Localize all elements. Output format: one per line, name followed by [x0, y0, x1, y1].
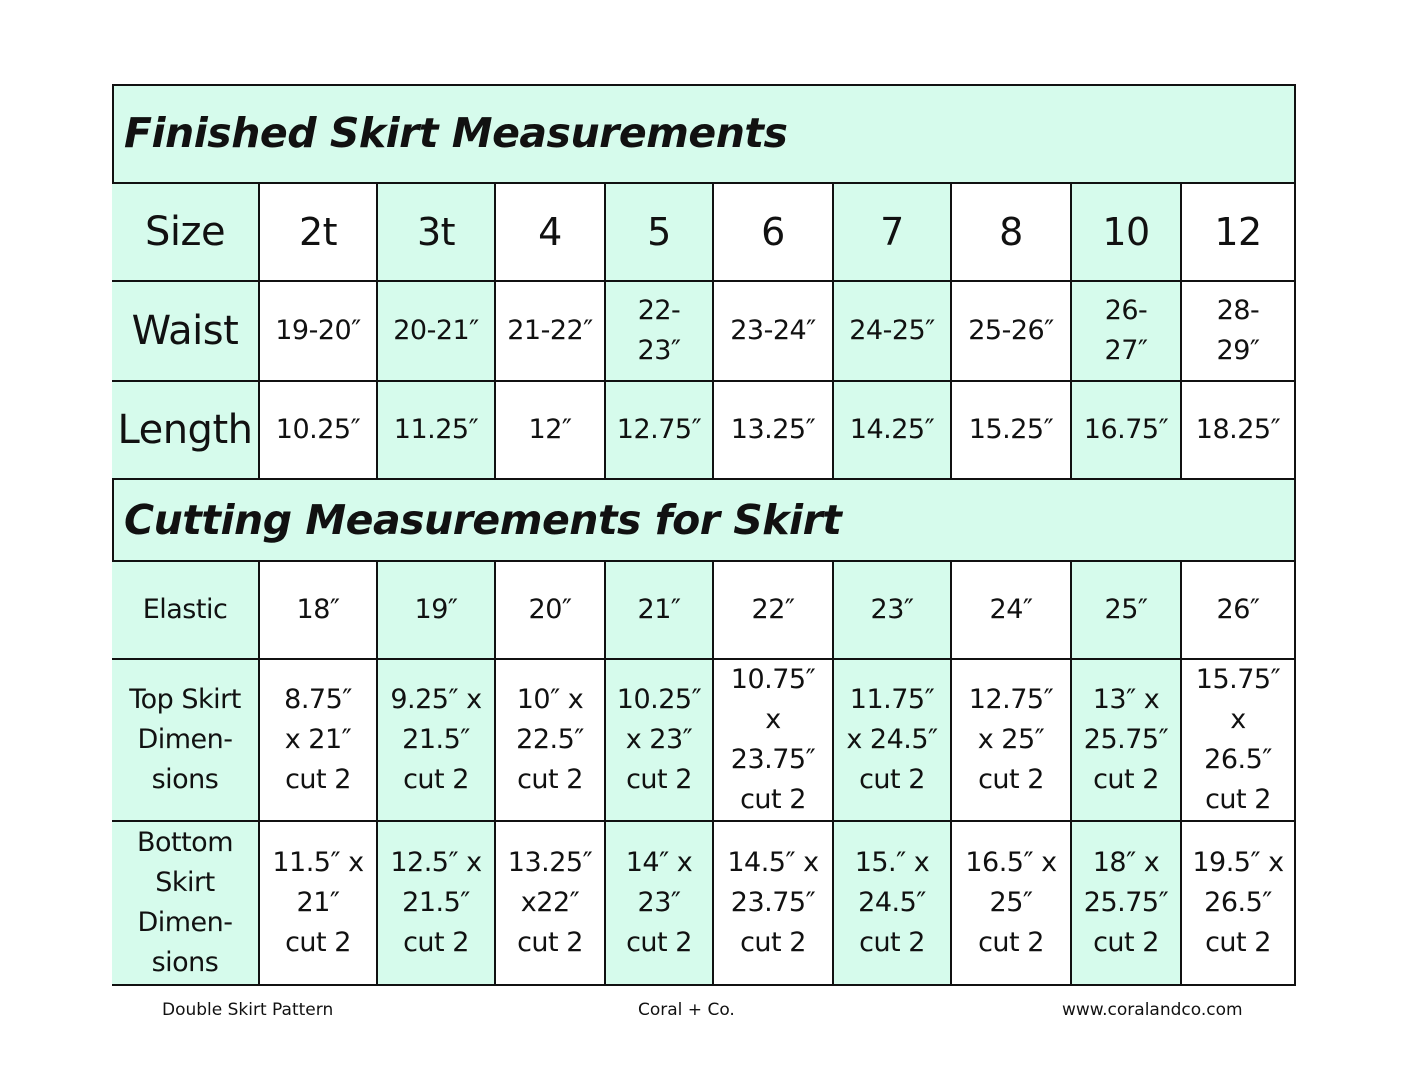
top-skirt-cell-text: 11.75″ x 24.5″ cut 2	[846, 684, 938, 795]
bottom-skirt-cell-text: 16.5″ x 25″ cut 2	[965, 847, 1057, 958]
elastic-cell-text: 18″	[296, 594, 340, 625]
top-skirt-cell	[952, 660, 1072, 822]
top-skirt-cell	[378, 660, 496, 822]
footer-pattern-name: Double Skirt Pattern	[162, 1000, 334, 1020]
elastic-cell-text: 20″	[528, 594, 572, 625]
size-cell	[496, 184, 606, 282]
waist-cell-text: 28- 29″	[1216, 295, 1260, 366]
size-cell-text: 2t	[298, 210, 338, 254]
measurement-chart	[112, 84, 1296, 986]
size-label	[112, 184, 260, 282]
top-skirt-cell-text: 12.75″ x 25″ cut 2	[968, 684, 1054, 795]
footer-brand: Coral + Co.	[638, 1000, 735, 1020]
size-cell-text: 12	[1214, 210, 1262, 254]
bottom-skirt-cell	[1072, 822, 1182, 986]
elastic-cell-text: 21″	[637, 594, 681, 625]
elastic-cell	[496, 562, 606, 660]
length-cell	[606, 382, 714, 480]
footer-website: www.coralandco.com	[1062, 1000, 1243, 1020]
bottom-skirt-cell-text: 11.5″ x 21″ cut 2	[272, 847, 364, 958]
size-cell-text: 6	[761, 210, 785, 254]
length-cell	[1182, 382, 1296, 480]
bottom-skirt-label	[112, 822, 260, 986]
size-cell	[714, 184, 834, 282]
length-label	[112, 382, 260, 480]
top-skirt-label	[112, 660, 260, 822]
bottom-skirt-cell	[496, 822, 606, 986]
length-cell-text: 13.25″	[730, 414, 816, 445]
elastic-cell-text: 26″	[1216, 594, 1260, 625]
bottom-skirt-cell	[1182, 822, 1296, 986]
bottom-skirt-cell	[714, 822, 834, 986]
size-label-text: Size	[144, 209, 226, 255]
bottom-skirt-cell	[834, 822, 952, 986]
length-cell	[1072, 382, 1182, 480]
waist-cell	[834, 282, 952, 382]
top-skirt-cell-text: 8.75″ x 21″ cut 2	[284, 684, 352, 795]
bottom-skirt-cell-text: 14″ x 23″ cut 2	[625, 847, 693, 958]
length-cell	[952, 382, 1072, 480]
cutting-section-title: Cutting Measurements for Skirt	[112, 480, 1296, 562]
size-cell	[1072, 184, 1182, 282]
length-cell-text: 14.25″	[849, 414, 935, 445]
waist-cell	[496, 282, 606, 382]
length-cell-text: 18.25″	[1195, 414, 1281, 445]
size-cell-text: 10	[1102, 210, 1150, 254]
length-cell	[260, 382, 378, 480]
size-cell	[952, 184, 1072, 282]
length-cell-text: 15.25″	[968, 414, 1054, 445]
elastic-cell	[952, 562, 1072, 660]
waist-cell	[378, 282, 496, 382]
elastic-label-text: Elastic	[142, 594, 228, 625]
bottom-skirt-cell-text: 14.5″ x 23.75″ cut 2	[727, 847, 819, 958]
top-skirt-cell	[496, 660, 606, 822]
waist-cell	[606, 282, 714, 382]
elastic-cell-text: 22″	[751, 594, 795, 625]
length-cell-text: 11.25″	[393, 414, 479, 445]
top-skirt-label-text: Top Skirt Dimen- sions	[129, 684, 241, 795]
bottom-skirt-label-text: Bottom Skirt Dimen- sions	[136, 827, 234, 978]
length-cell	[378, 382, 496, 480]
top-skirt-cell	[260, 660, 378, 822]
top-skirt-cell	[714, 660, 834, 822]
waist-cell-text: 22- 23″	[637, 295, 681, 366]
elastic-cell-text: 23″	[870, 594, 914, 625]
elastic-label	[112, 562, 260, 660]
waist-cell-text: 24-25″	[849, 315, 935, 346]
length-cell	[714, 382, 834, 480]
top-skirt-cell-text: 9.25″ x 21.5″ cut 2	[390, 684, 482, 795]
top-skirt-cell-text: 15.75″ x 26.5″ cut 2	[1195, 664, 1281, 815]
bottom-skirt-cell	[260, 822, 378, 986]
size-cell	[260, 184, 378, 282]
finished-section-title: Finished Skirt Measurements	[112, 84, 1296, 184]
top-skirt-cell-text: 10.25″ x 23″ cut 2	[616, 684, 702, 795]
waist-cell	[1182, 282, 1296, 382]
size-cell-text: 5	[647, 210, 671, 254]
waist-label-text: Waist	[131, 308, 239, 354]
length-cell-text: 16.75″	[1083, 414, 1169, 445]
elastic-cell-text: 19″	[414, 594, 458, 625]
top-skirt-cell-text: 10″ x 22.5″ cut 2	[516, 684, 584, 795]
waist-cell-text: 23-24″	[730, 315, 816, 346]
bottom-skirt-cell-text: 12.5″ x 21.5″ cut 2	[390, 847, 482, 958]
top-skirt-cell-text: 13″ x 25.75″ cut 2	[1083, 684, 1169, 795]
length-cell-text: 12.75″	[616, 414, 702, 445]
size-cell	[606, 184, 714, 282]
size-cell-text: 4	[538, 210, 562, 254]
elastic-cell	[714, 562, 834, 660]
size-cell-text: 3t	[416, 210, 456, 254]
elastic-cell	[606, 562, 714, 660]
bottom-skirt-cell-text: 19.5″ x 26.5″ cut 2	[1192, 847, 1284, 958]
elastic-cell	[378, 562, 496, 660]
length-cell-text: 12″	[528, 414, 572, 445]
length-cell	[834, 382, 952, 480]
bottom-skirt-cell-text: 18″ x 25.75″ cut 2	[1083, 847, 1169, 958]
waist-cell-text: 26- 27″	[1104, 295, 1148, 366]
waist-cell	[1072, 282, 1182, 382]
waist-cell-text: 25-26″	[968, 315, 1054, 346]
waist-cell-text: 21-22″	[507, 315, 593, 346]
waist-cell	[260, 282, 378, 382]
top-skirt-cell	[1182, 660, 1296, 822]
size-cell-text: 7	[880, 210, 904, 254]
size-cell	[834, 184, 952, 282]
bottom-skirt-cell	[952, 822, 1072, 986]
elastic-cell-text: 25″	[1104, 594, 1148, 625]
top-skirt-cell	[606, 660, 714, 822]
length-cell-text: 10.25″	[275, 414, 361, 445]
bottom-skirt-cell	[606, 822, 714, 986]
waist-cell	[952, 282, 1072, 382]
bottom-skirt-cell-text: 15.″ x 24.5″ cut 2	[854, 847, 930, 958]
size-cell	[1182, 184, 1296, 282]
elastic-cell	[834, 562, 952, 660]
waist-cell	[714, 282, 834, 382]
length-label-text: Length	[117, 407, 253, 453]
elastic-cell	[1182, 562, 1296, 660]
elastic-cell-text: 24″	[989, 594, 1033, 625]
size-cell	[378, 184, 496, 282]
size-cell-text: 8	[999, 210, 1023, 254]
bottom-skirt-cell-text: 13.25″ x22″ cut 2	[507, 847, 593, 958]
length-cell	[496, 382, 606, 480]
bottom-skirt-cell	[378, 822, 496, 986]
elastic-cell	[1072, 562, 1182, 660]
waist-label	[112, 282, 260, 382]
waist-cell-text: 19-20″	[275, 315, 361, 346]
top-skirt-cell	[1072, 660, 1182, 822]
waist-cell-text: 20-21″	[393, 315, 479, 346]
top-skirt-cell-text: 10.75″ x 23.75″ cut 2	[730, 664, 816, 815]
top-skirt-cell	[834, 660, 952, 822]
elastic-cell	[260, 562, 378, 660]
